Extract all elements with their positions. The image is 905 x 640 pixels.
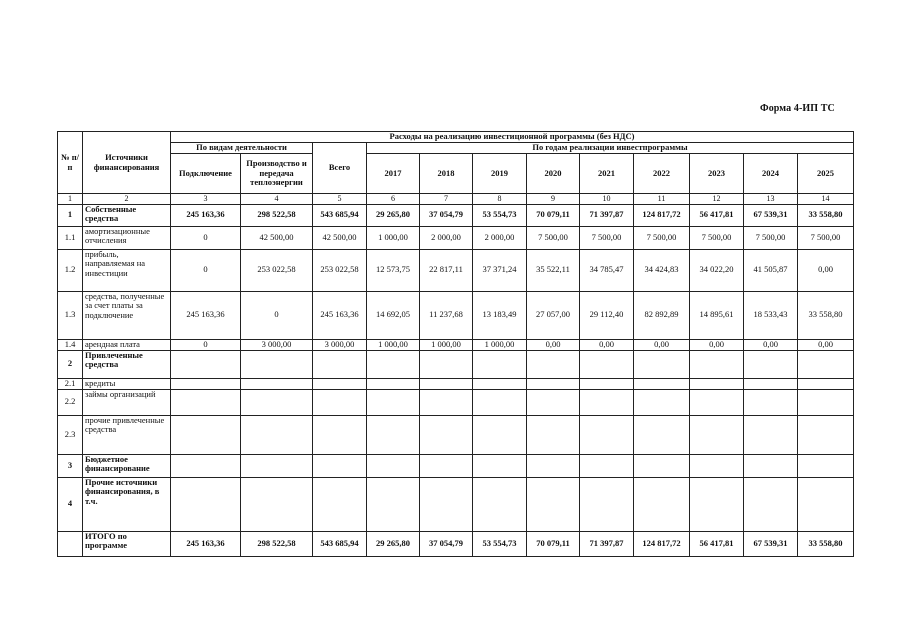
value-cell	[241, 378, 313, 389]
value-cell	[580, 389, 634, 415]
value-cell	[420, 454, 473, 477]
value-cell	[241, 477, 313, 531]
value-cell: 543 685,94	[313, 204, 367, 226]
source-name: средства, полученные за счет платы за подключение	[83, 291, 171, 339]
value-cell: 33 558,80	[798, 531, 854, 556]
value-cell	[313, 415, 367, 454]
source-name: Прочие источники финансирования, в т.ч.	[83, 477, 171, 531]
row-index: 2	[58, 350, 83, 378]
value-cell	[634, 477, 690, 531]
value-cell: 245 163,36	[171, 204, 241, 226]
value-cell: 0	[171, 226, 241, 249]
value-cell: 253 022,58	[241, 249, 313, 291]
value-cell	[798, 389, 854, 415]
value-cell	[473, 350, 527, 378]
value-cell: 53 554,73	[473, 531, 527, 556]
value-cell	[473, 389, 527, 415]
value-cell: 29 112,40	[580, 291, 634, 339]
value-cell	[634, 389, 690, 415]
value-cell	[527, 415, 580, 454]
value-cell	[744, 350, 798, 378]
source-name: прочие привлеченные средства	[83, 415, 171, 454]
value-cell	[171, 415, 241, 454]
row-index: 1.2	[58, 249, 83, 291]
value-cell	[744, 378, 798, 389]
value-cell: 0,00	[690, 339, 744, 350]
value-cell	[367, 350, 420, 378]
value-cell: 41 505,87	[744, 249, 798, 291]
value-cell	[420, 378, 473, 389]
value-cell: 543 685,94	[313, 531, 367, 556]
table-row	[58, 415, 854, 454]
value-cell: 7 500,00	[798, 226, 854, 249]
column-number: 4	[241, 194, 313, 205]
column-number: 10	[580, 194, 634, 205]
table-row	[58, 454, 854, 477]
table-row	[58, 249, 854, 291]
value-cell: 37 054,79	[420, 204, 473, 226]
value-cell: 82 892,89	[634, 291, 690, 339]
value-cell	[171, 350, 241, 378]
row-index: 1.1	[58, 226, 83, 249]
value-cell: 0	[241, 291, 313, 339]
value-cell: 0,00	[580, 339, 634, 350]
row-index: 2.1	[58, 378, 83, 389]
column-number: 1	[58, 194, 83, 205]
table-row	[58, 339, 854, 350]
value-cell: 298 522,58	[241, 204, 313, 226]
year-header: 2018	[420, 154, 473, 194]
source-name: ИТОГО по программе	[83, 531, 171, 556]
value-cell	[527, 378, 580, 389]
value-cell	[744, 389, 798, 415]
value-cell: 7 500,00	[527, 226, 580, 249]
value-cell	[313, 477, 367, 531]
value-cell: 7 500,00	[690, 226, 744, 249]
source-name: Привлеченные средства	[83, 350, 171, 378]
value-cell: 33 558,80	[798, 291, 854, 339]
value-cell	[367, 389, 420, 415]
value-cell	[241, 389, 313, 415]
value-cell: 56 417,81	[690, 531, 744, 556]
value-cell: 71 397,87	[580, 531, 634, 556]
value-cell: 1 000,00	[420, 339, 473, 350]
value-cell	[171, 454, 241, 477]
value-cell	[313, 350, 367, 378]
value-cell: 37 371,24	[473, 249, 527, 291]
value-cell: 34 785,47	[580, 249, 634, 291]
investment-program-table	[57, 131, 854, 557]
value-cell: 29 265,80	[367, 531, 420, 556]
value-cell	[798, 350, 854, 378]
source-name: займы организаций	[83, 389, 171, 415]
year-header: 2024	[744, 154, 798, 194]
column-number: 9	[527, 194, 580, 205]
value-cell: 1 000,00	[367, 339, 420, 350]
value-cell: 0,00	[798, 339, 854, 350]
total-col-header: Всего	[313, 143, 367, 194]
value-cell: 42 500,00	[241, 226, 313, 249]
value-cell	[367, 454, 420, 477]
year-header: 2022	[634, 154, 690, 194]
value-cell	[798, 477, 854, 531]
value-cell	[527, 477, 580, 531]
value-cell: 18 533,43	[744, 291, 798, 339]
value-cell: 67 539,31	[744, 204, 798, 226]
column-number: 11	[634, 194, 690, 205]
value-cell: 37 054,79	[420, 531, 473, 556]
value-cell	[367, 415, 420, 454]
column-number: 3	[171, 194, 241, 205]
value-cell	[473, 477, 527, 531]
value-cell	[798, 378, 854, 389]
year-header: 2023	[690, 154, 744, 194]
value-cell: 70 079,11	[527, 531, 580, 556]
value-cell	[744, 454, 798, 477]
value-cell: 13 183,49	[473, 291, 527, 339]
num-col-header: № п/п	[58, 132, 83, 194]
value-cell: 245 163,36	[171, 531, 241, 556]
column-number: 7	[420, 194, 473, 205]
value-cell: 33 558,80	[798, 204, 854, 226]
value-cell: 2 000,00	[473, 226, 527, 249]
value-cell	[580, 415, 634, 454]
row-index: 3	[58, 454, 83, 477]
value-cell	[171, 477, 241, 531]
value-cell	[241, 454, 313, 477]
column-number: 2	[83, 194, 171, 205]
value-cell: 35 522,11	[527, 249, 580, 291]
value-cell	[473, 378, 527, 389]
value-cell	[634, 454, 690, 477]
value-cell: 0,00	[744, 339, 798, 350]
column-number-row	[58, 194, 854, 205]
value-cell: 2 000,00	[420, 226, 473, 249]
value-cell	[634, 415, 690, 454]
value-cell: 1 000,00	[473, 339, 527, 350]
value-cell	[690, 415, 744, 454]
value-cell: 7 500,00	[634, 226, 690, 249]
value-cell: 67 539,31	[744, 531, 798, 556]
value-cell	[580, 350, 634, 378]
value-cell: 0,00	[634, 339, 690, 350]
value-cell	[171, 378, 241, 389]
value-cell	[798, 415, 854, 454]
source-name: арендная плата	[83, 339, 171, 350]
source-name: Собственные средства	[83, 204, 171, 226]
table-row	[58, 204, 854, 226]
value-cell: 70 079,11	[527, 204, 580, 226]
value-cell	[690, 378, 744, 389]
value-cell: 34 424,83	[634, 249, 690, 291]
value-cell	[527, 454, 580, 477]
year-header: 2025	[798, 154, 854, 194]
row-index: 2.2	[58, 389, 83, 415]
form-label: Форма 4-ИП ТС	[760, 103, 835, 114]
value-cell: 42 500,00	[313, 226, 367, 249]
value-cell: 27 057,00	[527, 291, 580, 339]
row-index: 1	[58, 204, 83, 226]
value-cell	[690, 389, 744, 415]
row-index	[58, 531, 83, 556]
by-years-header: По годам реализации инвестпрограммы	[367, 143, 854, 154]
table-header	[58, 132, 854, 205]
row-index: 1.4	[58, 339, 83, 350]
value-cell	[527, 350, 580, 378]
value-cell	[241, 415, 313, 454]
value-cell	[241, 350, 313, 378]
year-header: 2019	[473, 154, 527, 194]
by-activity-header: По видам деятельности	[171, 143, 313, 154]
column-number: 5	[313, 194, 367, 205]
connection-col-header: Подключение	[171, 154, 241, 194]
table-body	[58, 204, 854, 556]
value-cell	[473, 415, 527, 454]
value-cell	[473, 454, 527, 477]
row-index: 2.3	[58, 415, 83, 454]
value-cell	[420, 477, 473, 531]
value-cell: 14 692,05	[367, 291, 420, 339]
value-cell: 1 000,00	[367, 226, 420, 249]
value-cell	[527, 389, 580, 415]
value-cell: 245 163,36	[171, 291, 241, 339]
year-header: 2017	[367, 154, 420, 194]
value-cell: 12 573,75	[367, 249, 420, 291]
table-row	[58, 350, 854, 378]
value-cell: 56 417,81	[690, 204, 744, 226]
column-number: 6	[367, 194, 420, 205]
value-cell: 11 237,68	[420, 291, 473, 339]
value-cell: 0,00	[798, 249, 854, 291]
table-row	[58, 226, 854, 249]
sources-col-header: Источники финансирования	[83, 132, 171, 194]
value-cell	[580, 378, 634, 389]
value-cell: 0	[171, 339, 241, 350]
value-cell	[580, 454, 634, 477]
source-name: кредиты	[83, 378, 171, 389]
value-cell: 245 163,36	[313, 291, 367, 339]
table-row	[58, 531, 854, 556]
column-number: 14	[798, 194, 854, 205]
value-cell: 3 000,00	[241, 339, 313, 350]
table-row	[58, 389, 854, 415]
value-cell: 3 000,00	[313, 339, 367, 350]
production-col-header: Производство и передача теплоэнергии	[241, 154, 313, 194]
value-cell: 14 895,61	[690, 291, 744, 339]
value-cell: 124 817,72	[634, 204, 690, 226]
value-cell	[313, 454, 367, 477]
value-cell: 0,00	[527, 339, 580, 350]
value-cell	[690, 454, 744, 477]
value-cell	[367, 477, 420, 531]
value-cell: 298 522,58	[241, 531, 313, 556]
value-cell	[744, 477, 798, 531]
value-cell: 29 265,80	[367, 204, 420, 226]
column-number: 13	[744, 194, 798, 205]
source-name: амортизационные отчисления	[83, 226, 171, 249]
table-row	[58, 477, 854, 531]
year-header: 2021	[580, 154, 634, 194]
value-cell	[744, 415, 798, 454]
row-index: 4	[58, 477, 83, 531]
value-cell	[690, 477, 744, 531]
column-number: 8	[473, 194, 527, 205]
value-cell	[420, 415, 473, 454]
value-cell	[420, 350, 473, 378]
table-row	[58, 291, 854, 339]
column-number: 12	[690, 194, 744, 205]
value-cell	[313, 389, 367, 415]
value-cell: 7 500,00	[744, 226, 798, 249]
year-header: 2020	[527, 154, 580, 194]
source-name: Бюджетное финансирование	[83, 454, 171, 477]
row-index: 1.3	[58, 291, 83, 339]
value-cell	[580, 477, 634, 531]
value-cell: 0	[171, 249, 241, 291]
value-cell	[367, 378, 420, 389]
value-cell	[171, 389, 241, 415]
value-cell	[634, 350, 690, 378]
value-cell: 7 500,00	[580, 226, 634, 249]
value-cell: 53 554,73	[473, 204, 527, 226]
expenses-title: Расходы на реализацию инвестиционной программы (без НДС)	[171, 132, 854, 143]
value-cell	[420, 389, 473, 415]
value-cell: 71 397,87	[580, 204, 634, 226]
table-row	[58, 378, 854, 389]
value-cell	[798, 454, 854, 477]
value-cell	[313, 378, 367, 389]
value-cell	[634, 378, 690, 389]
value-cell: 124 817,72	[634, 531, 690, 556]
source-name: прибыль, направляемая на инвестиции	[83, 249, 171, 291]
value-cell	[690, 350, 744, 378]
value-cell: 253 022,58	[313, 249, 367, 291]
value-cell: 34 022,20	[690, 249, 744, 291]
value-cell: 22 817,11	[420, 249, 473, 291]
